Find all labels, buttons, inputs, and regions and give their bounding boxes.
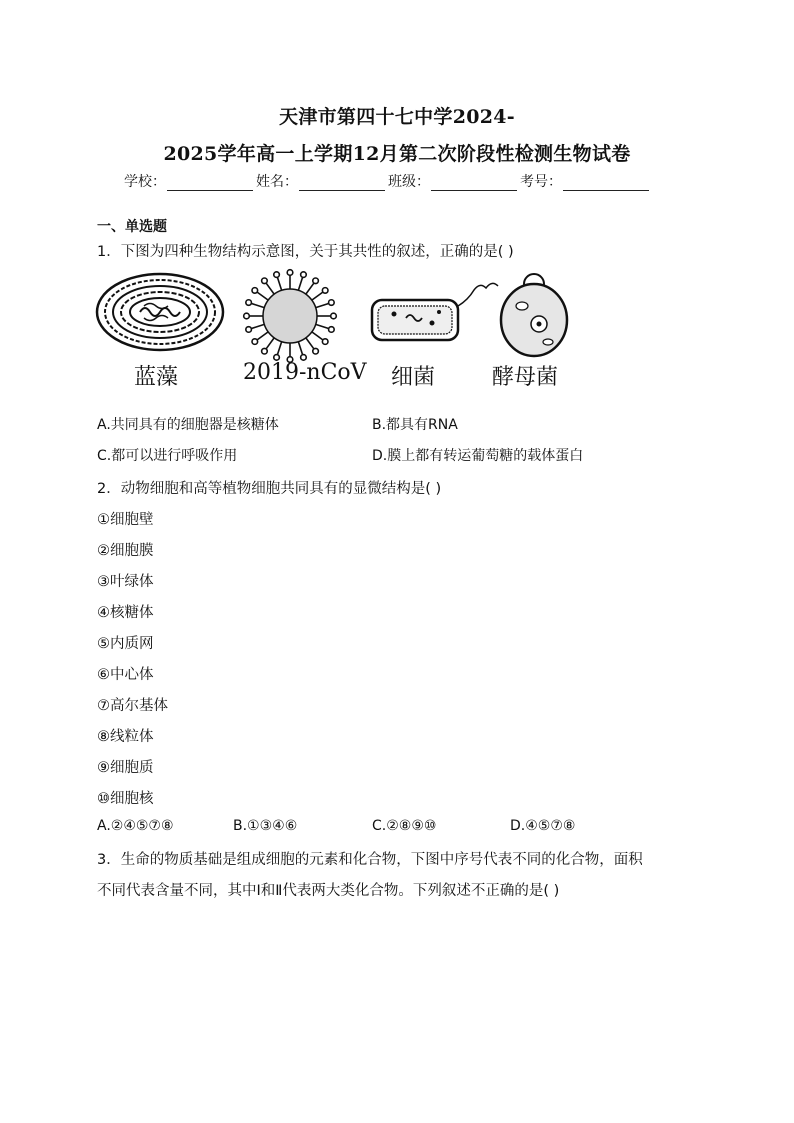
q2-item: ⑤内质网	[97, 636, 154, 652]
virus-spike-head	[313, 278, 319, 284]
q2-item: ⑧线粒体	[97, 729, 154, 745]
label-cyanobacteria: 蓝藻	[134, 365, 179, 390]
virus-spike	[306, 338, 314, 349]
q2-item: ⑦高尔基体	[97, 698, 168, 714]
class-blank[interactable]	[431, 175, 517, 191]
bacterium-drawing	[372, 283, 498, 340]
virus-spike	[316, 303, 329, 307]
question-1-stem: 1．下图为四种生物结构示意图，关于其共性的叙述，正确的是( )	[97, 244, 514, 260]
cyanobacteria-drawing	[97, 274, 223, 350]
yeast-drawing	[501, 274, 567, 356]
virus-spike-head	[329, 327, 335, 333]
label-2019-ncov: 2019-nCoV	[243, 360, 367, 385]
exam-number-blank[interactable]	[563, 175, 649, 191]
virus-spike-head	[262, 278, 268, 284]
virus-spike	[298, 342, 302, 355]
student-info-row	[124, 171, 652, 191]
q2-item: ⑨细胞质	[97, 760, 154, 776]
question-2-stem: 2．动物细胞和高等植物细胞共同具有的显微结构是( )	[97, 481, 442, 497]
virus-spike-head	[246, 300, 252, 306]
q1-option-c[interactable]: C.都可以进行呼吸作用	[97, 448, 238, 464]
virus-spike	[312, 292, 323, 300]
coronavirus-drawing	[244, 270, 337, 363]
q2-item: ②细胞膜	[97, 543, 154, 559]
exam-number-label: 考号：	[520, 174, 562, 190]
virus-spike	[251, 303, 264, 307]
virus-spike-head	[262, 348, 268, 354]
virus-spike	[277, 342, 281, 355]
question-1-figure	[94, 268, 584, 396]
question-3-stem-line-1: 3．生命的物质基础是组成细胞的元素和化合物，下图中序号代表不同的化合物，面积	[97, 852, 643, 868]
q1-option-d[interactable]: D.膜上都有转运葡萄糖的载体蛋白	[372, 448, 584, 464]
school-label: 学校：	[124, 174, 166, 190]
virus-spike	[298, 277, 302, 290]
q2-option-a[interactable]: A.②④⑤⑦⑧	[97, 818, 174, 834]
virus-spike-head	[274, 272, 280, 278]
organism-drawings	[94, 268, 584, 363]
virus-spike-head	[252, 288, 258, 294]
q2-item: ⑥中心体	[97, 667, 154, 683]
virus-spike	[266, 283, 274, 294]
virus-spike	[316, 324, 329, 328]
virus-spike	[266, 338, 274, 349]
q1-option-a[interactable]: A.共同具有的细胞器是核糖体	[97, 417, 279, 433]
virus-spike	[257, 332, 268, 340]
name-blank[interactable]	[299, 175, 385, 191]
virus-spike-head	[322, 288, 328, 294]
virus-spike-head	[287, 270, 293, 276]
virus-spike-head	[322, 339, 328, 345]
q2-item: ①细胞壁	[97, 512, 154, 528]
name-label: 姓名：	[256, 174, 298, 190]
q2-item: ④核糖体	[97, 605, 154, 621]
virus-spike-head	[244, 313, 250, 319]
q2-option-d[interactable]: D.④⑤⑦⑧	[510, 818, 576, 834]
virus-spike	[257, 292, 268, 300]
virus-spike	[312, 332, 323, 340]
question-3-stem-line-2: 不同代表含量不同，其中Ⅰ和Ⅱ代表两大类化合物。下列叙述不正确的是( )	[97, 883, 560, 899]
virus-spike-head	[329, 300, 335, 306]
exam-title-line-1: 天津市第四十七中学2024-	[279, 106, 515, 128]
virus-spike	[277, 277, 281, 290]
school-blank[interactable]	[167, 175, 253, 191]
section-title: 一、单选题	[97, 219, 167, 235]
label-yeast: 酵母菌	[492, 365, 559, 390]
virus-spike	[306, 283, 314, 294]
q1-option-b[interactable]: B.都具有RNA	[372, 417, 458, 433]
virus-spike	[251, 324, 264, 328]
virus-spike-head	[252, 339, 258, 345]
virus-spike-head	[331, 313, 337, 319]
exam-title-line-2: 2025学年高一上学期12月第二次阶段性检测生物试卷	[163, 143, 631, 165]
q2-option-c[interactable]: C.②⑧⑨⑩	[372, 818, 437, 834]
q2-option-b[interactable]: B.①③④⑥	[233, 818, 298, 834]
virus-spike-head	[313, 348, 319, 354]
label-bacterium: 细菌	[391, 365, 436, 390]
virus-spike-head	[246, 327, 252, 333]
class-label: 班级：	[388, 174, 430, 190]
q2-item: ⑩细胞核	[97, 791, 154, 807]
q2-item: ③叶绿体	[97, 574, 154, 590]
virus-spike-head	[301, 272, 307, 278]
